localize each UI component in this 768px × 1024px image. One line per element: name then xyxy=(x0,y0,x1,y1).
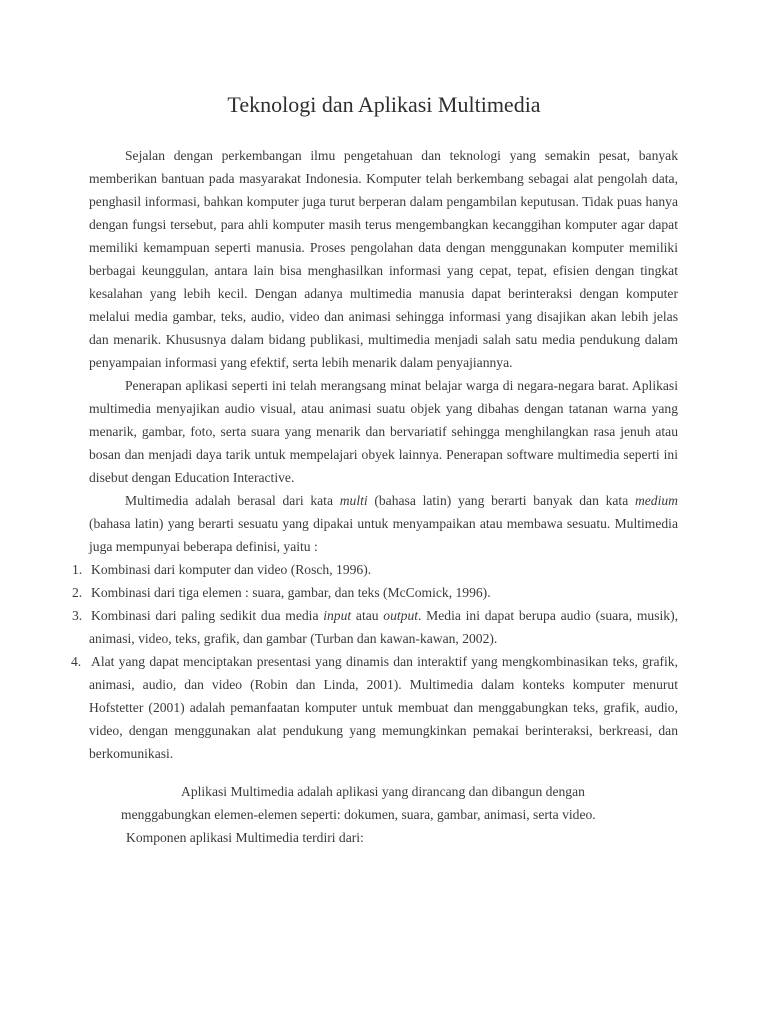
komponen-heading: Komponen aplikasi Multimedia terdiri dari: xyxy=(126,830,364,845)
document-body xyxy=(71,144,678,765)
list-item xyxy=(72,581,678,604)
paragraph-3 xyxy=(89,489,678,558)
paragraph-3-part-2: (bahasa latin) yang berarti banyak dan kata xyxy=(367,493,635,508)
aplikasi-line-2: menggabungkan elemen-elemen seperti: dokumen, suara, gambar, animasi, serta video. xyxy=(121,807,596,822)
paragraph-3-part-1: Multimedia adalah berasal dari kata xyxy=(125,493,340,508)
list-item-3-part-2: atau xyxy=(351,608,384,623)
list-item-text: Kombinasi dari komputer dan video (Rosch, 1996). xyxy=(91,562,372,577)
aplikasi-definition xyxy=(121,780,661,826)
aplikasi-line-1: Aplikasi Multimedia adalah aplikasi yang dirancang dan dibangun dengan xyxy=(181,784,585,799)
list-number: 2. xyxy=(72,585,83,600)
paragraph-2: Penerapan aplikasi seperti ini telah merangsang minat belajar warga di negara-negara barat. Aplikasi multimedia menyajikan audio visual, atau animasi suatu objek yang dibahas dengan tatanan warna yang menarik, gambar, foto, serta suara yang menarik dan bervariatif sehingga menghilangkan rasa jenuh atau bosan dan menjadi daya tarik untuk mempelajari obyek lainnya. Penerapan software multimedia seperti ini disebut dengan Education Interactive. xyxy=(89,378,678,485)
list-item-text xyxy=(89,608,678,646)
list-number: 1. xyxy=(72,562,83,577)
list-item-3-part-1: Kombinasi dari paling sedikit dua media xyxy=(91,608,324,623)
list-item-text: Kombinasi dari tiga elemen : suara, gambar, dan teks (McComick, 1996). xyxy=(91,585,491,600)
list-number: 3. xyxy=(72,608,83,623)
list-number: 4. xyxy=(71,654,82,669)
term-multi: multi xyxy=(339,493,368,508)
document-title: Teknologi dan Aplikasi Multimedia xyxy=(227,92,541,117)
term-input: input xyxy=(323,608,352,623)
definition-list xyxy=(71,558,678,765)
list-item-3-part-3: . Media ini dapat berupa audio (suara, musik), animasi, video, teks, grafik, dan gambar (Turban dan kawan-kawan, 2002). xyxy=(89,608,678,646)
paragraph-3-part-3: (bahasa latin) yang berarti sesuatu yang dipakai untuk menyampaikan atau membawa sesuatu. Multimedia juga mempunyai beberapa definisi, yaitu : xyxy=(89,516,678,554)
list-item xyxy=(72,604,678,650)
term-output: output xyxy=(383,608,419,623)
list-item xyxy=(71,650,678,765)
list-item xyxy=(72,558,678,581)
term-medium: medium xyxy=(634,493,678,508)
list-item-text: Alat yang dapat menciptakan presentasi yang dinamis dan interaktif yang mengkombinasikan teks, grafik, animasi, audio, dan video (Robin dan Linda, 2001). Multimedia dalam konteks komputer menurut Hofstetter (2001) adalah pemanfaatan komputer untuk membuat dan menggabungkan teks, grafik, audio, video, dengan menggunakan alat pendukung yang memungkinkan pemakai berinteraksi, berkreasi, dan berkomunikasi. xyxy=(89,654,678,761)
paragraph-1: Sejalan dengan perkembangan ilmu pengetahuan dan teknologi yang semakin pesat, banyak memberikan bantuan pada masyarakat Indonesia. Komputer telah berkembang sebagai alat pengolah data, penghasil informasi, bahkan komputer juga turut berperan dalam pengambilan keputusan. Tidak puas hanya dengan fungsi tersebut, para ahli komputer masih terus mengembangkan kecanggihan komputer agar dapat memiliki kemampuan seperti manusia. Proses pengolahan data dengan menggunakan komputer memiliki berbagai keunggulan, antara lain bisa menghasilkan informasi yang cepat, tepat, efisien dengan tingkat kesalahan yang lebih kecil. Dengan adanya multimedia manusia dapat berinteraksi dengan komputer melalui media gambar, teks, audio, video dan animasi sehingga informasi yang disajikan akan lebih jelas dan menarik. Khususnya dalam bidang publikasi, multimedia menjadi salah satu media pendukung dalam penyampaian informasi yang efektif, serta lebih menarik dalam penyajiannya. xyxy=(89,148,678,370)
